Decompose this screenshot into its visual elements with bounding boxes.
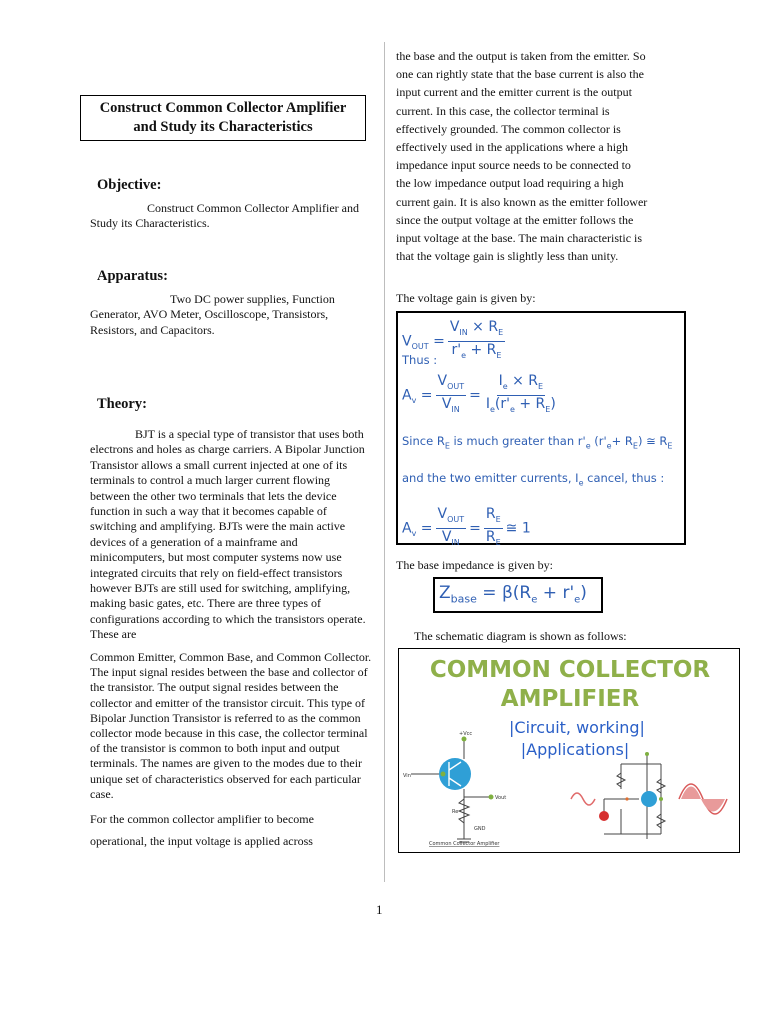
theory-paragraph-3b: operational, the input voltage is applied across (90, 834, 313, 848)
schematic-svg (399, 649, 740, 853)
since-statement: Since $R_E$ is much greater than $r'_e$ $(r'_e+ R_E)$ ≅ $R_E$ (402, 434, 673, 451)
gnd-label: GND (474, 826, 486, 832)
schematic-title-1: COMMON COLLECTOR (429, 657, 711, 683)
voltage-gain-equation-box (396, 311, 686, 545)
base-impedance-equation-box (433, 577, 603, 613)
vout-label: Vout (495, 795, 507, 801)
schematic-title-2: AMPLIFIER (500, 686, 640, 712)
objective-text: Construct Common Collector Amplifier and Study its Characteristics. (90, 201, 359, 231)
apparatus-heading: Apparatus: (97, 268, 168, 284)
gain-intro: The voltage gain is given by: (396, 291, 536, 305)
right-paragraph-1: the base and the output is taken from the emitter. So one can rightly state that the base current is also the input current and the emitter current is the output current. In this case, the collector terminal is effectively grounded. The common collector is effectively used in the applications where a high impedance input source needs to be connected to the low impedance output load requiring a high current gain. It is also known as the emitter follower since the output voltage at the emitter follows the input voltage at the base. The main characteristic is that the voltage gain is slightly less than unity. (396, 49, 648, 264)
schematic-intro: The schematic diagram is shown as follows: (414, 629, 627, 643)
schematic-caption: Common Collector Amplifier (429, 841, 500, 847)
theory-paragraph-3a: For the common collector amplifier to become (90, 812, 314, 826)
document-title: Construct Common Collector Amplifier and Study its Characteristics (80, 95, 366, 141)
theory-heading: Theory: (97, 396, 147, 412)
thus-label: Thus : (402, 353, 438, 367)
schematic-subtitle-2: |Applications| (520, 740, 630, 759)
vcc-label: +Vcc (459, 731, 473, 737)
page-number: 1 (376, 902, 383, 917)
apparatus-text: Two DC power supplies, Function Generator, AVO Meter, Oscilloscope, Transistors, Resistors, and Capacitors. (90, 292, 335, 337)
transistor-icon-right (641, 791, 657, 807)
column-divider (384, 42, 385, 882)
theory-paragraph-2: Common Emitter, Common Base, and Common Collector. The input signal resides between the base and collector of the transistor. The output signal resides between the collector and emitter of the transistor circuit. This type of Bipolar Junction Transistor is referred to as the common collector mode because in this case, the collector terminal of the transistor is common to both input and output terminals. The names are given to the modes due to their unique set of characteristics observed for each particular case. (90, 650, 372, 801)
zbase-equation: $Z_{base} = \beta(R_e + r'_e)$ (439, 583, 587, 606)
av-equation: $A_v$ = $\frac{V_{OUT}}{V_{IN}}$ = $\frac{I_e \times R_E}{I_e(r'_e + R_E)}$ (402, 373, 556, 414)
vout-equation: $V_{OUT}$ = $\frac{V_{IN} \times R_E}{r'_e + R_E}$ (402, 319, 504, 360)
schematic-subtitle-1: |Circuit, working| (509, 718, 645, 737)
re-label: Re (452, 809, 459, 815)
source-icon (599, 811, 609, 821)
schematic-diagram (398, 648, 740, 853)
vin-label: Vin (403, 773, 411, 779)
av-result-equation: $A_v$ = $\frac{V_{OUT}}{V_{IN}}$ = $\frac{R_E}{R_E}$ ≅ 1 (402, 506, 531, 547)
theory-paragraph-1: BJT is a special type of transistor that uses both electrons and holes as charge carriers. A Bipolar Junction Transistor allows a small current injected at one of its terminals to control a much larger current flowing between the other two terminals that lets the device function in such a way that it becomes capable of switching and amplifying. BJTs were the main active devices of a generation of a mainframe and minicomputers, but most computer systems now use integrated circuits that rely on field-effect transistors however BJTs are still used for switching, amplifying, making basic gates, etc. There are three types of configurations according to which the transistors operate. These are (90, 427, 366, 642)
currents-cancel-statement: and the two emitter currents, $I_e$ cancel, thus : (402, 471, 665, 488)
impedance-intro: The base impedance is given by: (396, 558, 553, 572)
objective-heading: Objective: (97, 177, 162, 193)
